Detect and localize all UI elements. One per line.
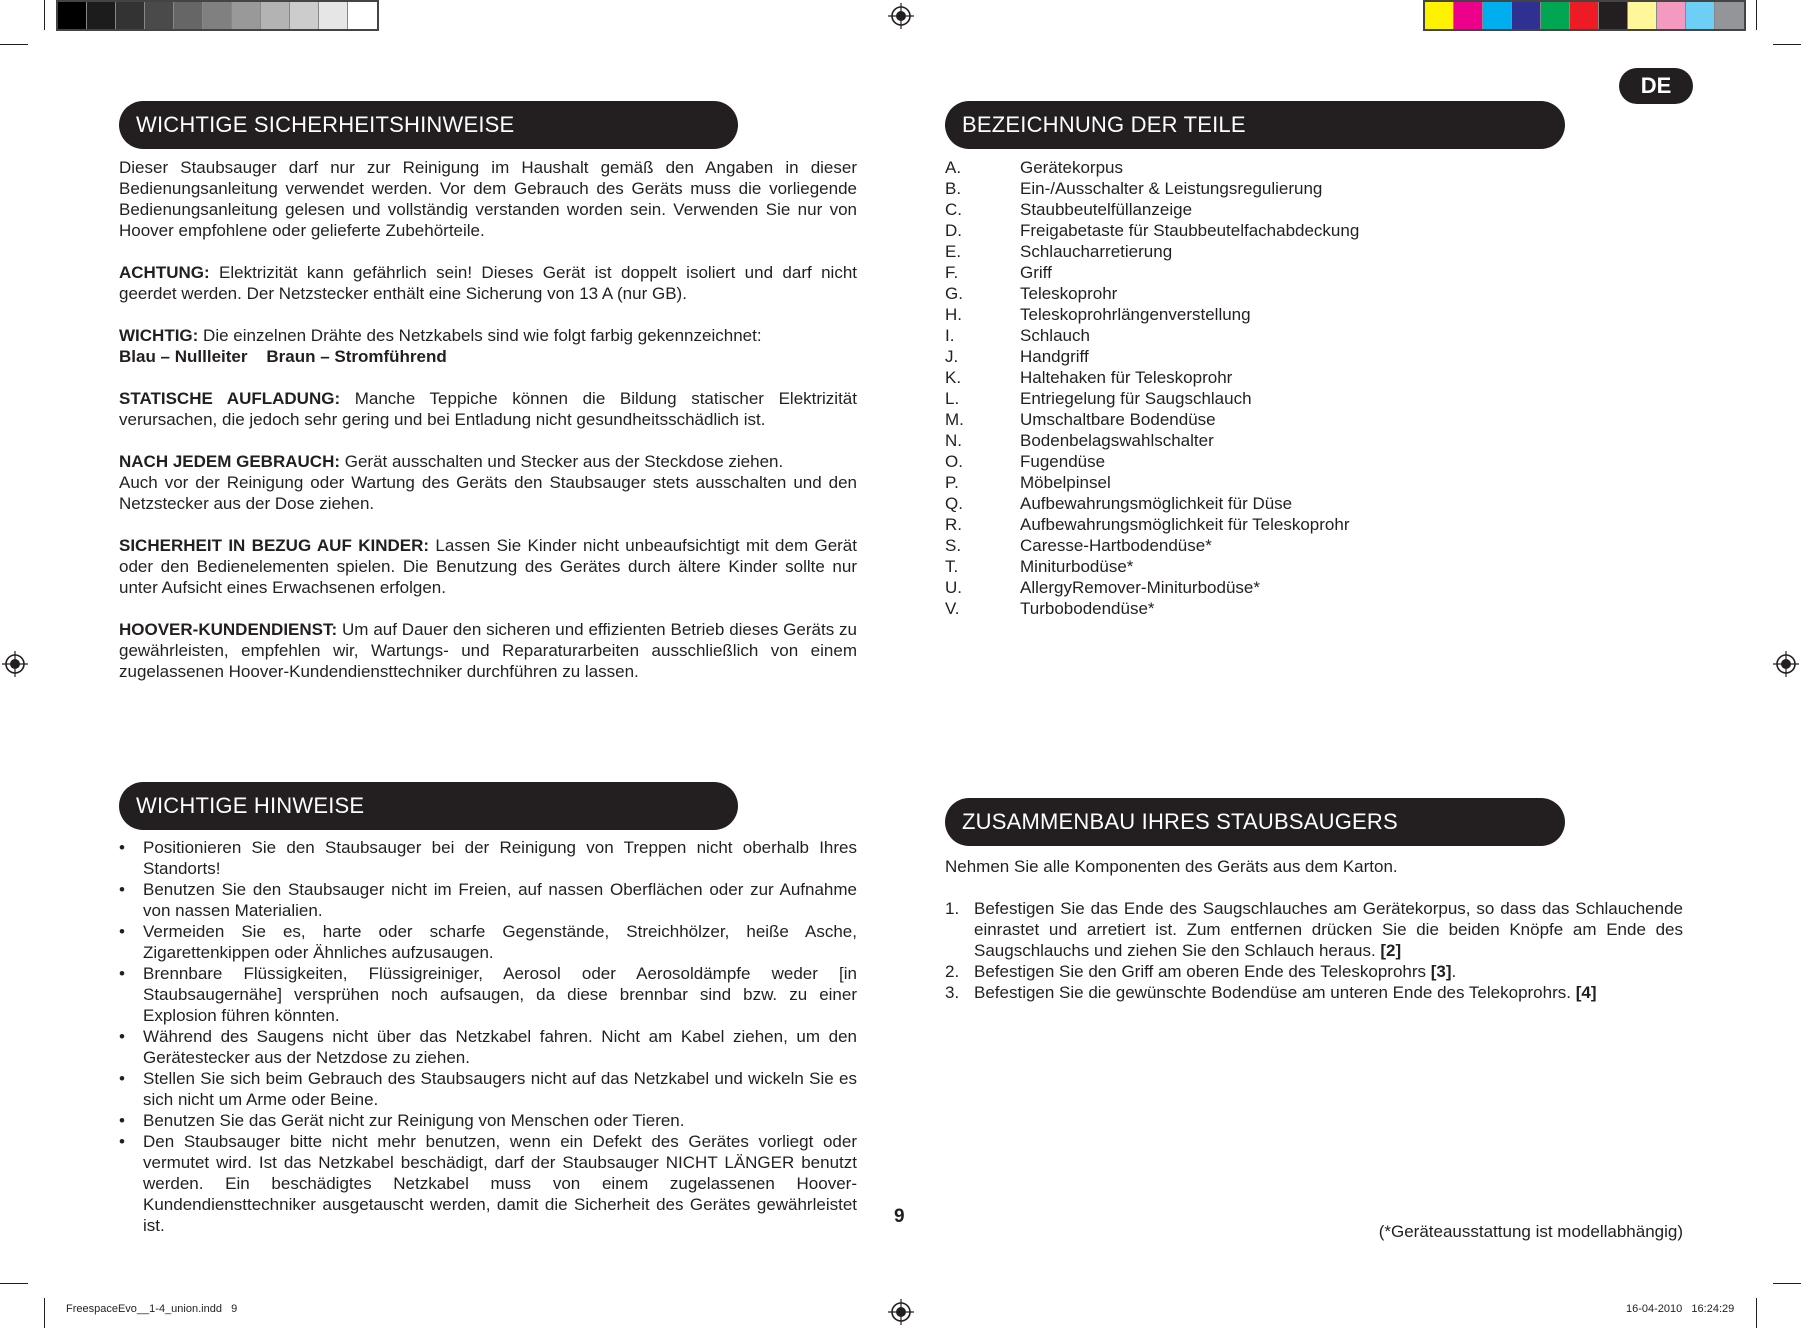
part-letter: C.: [945, 200, 962, 219]
color-swatch: [1570, 2, 1599, 29]
assembly-step: [945, 898, 1683, 961]
service-text: Um auf Dauer den sicheren und effizienten Betrieb dieses Geräts zu gewährleisten, empfehlen wir, Wartungs- und Reparaturarbeiten ausschließlich von einem zugelassenen Hoover-Kundendiensttechniker durchführen zu lassen.: [119, 620, 857, 681]
wichtig-paragraph: [119, 325, 857, 367]
part-item: [945, 514, 1359, 535]
part-name: AllergyRemover-Miniturbodüse*: [1020, 578, 1260, 597]
assembly-section-header: ZUSAMMENBAU IHRES STAUBSAUGERS: [945, 798, 1565, 846]
part-name: Aufbewahrungsmöglichkeit für Teleskoprohr: [1020, 515, 1350, 534]
color-calibration-strip: [1423, 0, 1746, 31]
list-item: • Positionieren Sie den Staubsauger bei der Reinigung von Treppen nicht oberhalb Ihres Standorts!: [119, 837, 857, 879]
part-name: Ein-/Ausschalter & Leistungsregulierung: [1020, 179, 1323, 198]
step-text: Befestigen Sie das Ende des Saugschlauches am Gerätekorpus, so dass das Schlauchende einrastet und arretiert ist. Zum entfernen drücken Sie die beiden Knöpfe am Ende des Saugschlauchs und ziehen Sie den Schlauch heraus.: [974, 899, 1683, 960]
list-item: • Benutzen Sie den Staubsauger nicht im Freien, auf nassen Oberflächen oder zur Aufnahme von nassen Materialien.: [119, 879, 857, 921]
part-item: [945, 577, 1359, 598]
part-name: Freigabetaste für Staubbeutelfachabdeckung: [1020, 221, 1360, 240]
after-use-text-2: Auch vor der Reinigung oder Wartung des Geräts den Staubsauger stets ausschalten und den Netzstecker aus der Dose ziehen.: [119, 473, 857, 513]
color-swatch: [261, 2, 290, 29]
color-swatch: [1715, 2, 1744, 29]
part-item: [945, 199, 1359, 220]
color-swatch: [348, 2, 377, 29]
part-item: [945, 346, 1359, 367]
achtung-text: Elektrizität kann gefährlich sein! Dieses Gerät ist doppelt isoliert und darf nicht geerdet werden. Der Netzstecker enthält eine Sicherung von 13 A (nur GB).: [119, 263, 857, 303]
part-letter: J.: [945, 347, 959, 366]
part-letter: A.: [945, 158, 962, 177]
language-badge: DE: [1619, 68, 1693, 104]
part-name: Schlaucharretierung: [1020, 242, 1173, 261]
part-letter: M.: [945, 410, 964, 429]
safety-intro: Dieser Staubsauger darf nur zur Reinigung im Haushalt gemäß den Angaben in dieser Bedienungsanleitung verwendet werden. Vor dem Gebrauch des Geräts muss die vorliegende Bedienungsanleitung gelesen und vollständig verstanden worden sein. Verwenden Sie nur von Hoover empfohlene oder gelieferte Zubehörteile.: [119, 158, 857, 240]
after-use-text: Gerät ausschalten und Stecker aus der Steckdose ziehen.: [340, 452, 784, 471]
registration-mark-icon: [888, 3, 914, 29]
notes-section-body: [119, 837, 857, 1236]
part-item: [945, 241, 1359, 262]
part-item: [945, 493, 1359, 514]
list-item: • Während des Saugens nicht über das Netzkabel fahren. Nicht am Kabel ziehen, um den Gerätestecker aus der Netzdose zu ziehen.: [119, 1026, 857, 1068]
part-name: Caresse-Hartbodendüse*: [1020, 536, 1212, 555]
static-text: Manche Teppiche können die Bildung statischer Elektrizität verursachen, die jedoch sehr gering und bei Entladung nicht gesundheitsschädlich ist.: [119, 389, 857, 429]
part-name: Fugendüse: [1020, 452, 1106, 471]
service-paragraph: [119, 619, 857, 682]
part-item: [945, 472, 1359, 493]
part-item: [945, 451, 1359, 472]
registration-mark-icon: [1773, 651, 1799, 677]
part-item: [945, 430, 1359, 451]
safety-section-header: WICHTIGE SICHERHEITSHINWEISE: [119, 101, 738, 149]
achtung-paragraph: [119, 262, 857, 304]
assembly-section-body: [945, 856, 1683, 1003]
part-letter: G.: [945, 284, 963, 303]
part-letter: B.: [945, 179, 962, 198]
part-name: Handgriff: [1020, 347, 1089, 366]
list-item: • Vermeiden Sie es, harte oder scharfe Gegenstände, Streichhölzer, heiße Asche, Zigarettenkippen oder Ähnliches aufzusaugen.: [119, 921, 857, 963]
crop-mark: [44, 1298, 45, 1328]
color-swatch: [203, 2, 232, 29]
part-name: Teleskoprohr: [1020, 284, 1118, 303]
crop-mark: [44, 0, 45, 30]
color-swatch: [232, 2, 261, 29]
color-swatch: [1599, 2, 1628, 29]
parts-list: [945, 157, 1359, 619]
child-safety-label: SICHERHEIT IN BEZUG AUF KINDER:: [119, 536, 430, 555]
page-number: 9: [894, 1206, 905, 1227]
part-item: [945, 367, 1359, 388]
step-number: 3.: [945, 983, 960, 1002]
part-item: [945, 283, 1359, 304]
safety-section-body: [119, 157, 857, 703]
color-swatch: [1628, 2, 1657, 29]
list-item: • Den Staubsauger bitte nicht mehr benutzen, wenn ein Defekt des Gerätes vorliegt oder vermutet wird. Ist das Netzkabel beschädigt, darf der Staubsauger NICHT LÄNGER benutzt werden. Ein beschädigtes Netzkabel muss von einem zugelassenen Hoover-Kundendiensttechniker ausgetauscht werden, damit die Sicherheit des Gerätes gewährleistet ist.: [119, 1131, 857, 1236]
part-item: [945, 304, 1359, 325]
crop-mark: [1773, 44, 1801, 45]
part-letter: L.: [945, 389, 960, 408]
part-letter: F.: [945, 263, 959, 282]
part-item: [945, 262, 1359, 283]
color-swatch: [1425, 2, 1454, 29]
assembly-intro: Nehmen Sie alle Komponenten des Geräts aus dem Karton.: [945, 857, 1398, 876]
slug-timestamp: 16-04-2010 16:24:29: [1626, 1303, 1735, 1315]
part-letter: V.: [945, 599, 960, 618]
part-name: Teleskoprohrlängenverstellung: [1020, 305, 1251, 324]
registration-mark-icon: [888, 1299, 914, 1325]
part-name: Miniturbodüse*: [1020, 557, 1134, 576]
part-letter: I.: [945, 326, 955, 345]
list-item: • Brennbare Flüssigkeiten, Flüssigreiniger, Aerosol oder Aerosoldämpfe weder [in Staubsaugernähe] versprühen noch aufsaugen, da diese brennbar sind bzw. zu einer Explosion führen könnten.: [119, 963, 857, 1026]
crop-mark: [1756, 1298, 1757, 1328]
part-name: Haltehaken für Teleskoprohr: [1020, 368, 1233, 387]
part-name: Aufbewahrungsmöglichkeit für Düse: [1020, 494, 1293, 513]
crop-mark: [0, 44, 28, 45]
color-swatch: [174, 2, 203, 29]
notes-section-header: WICHTIGE HINWEISE: [119, 782, 738, 830]
model-footnote: (*Geräteausstattung ist modellabhängig): [1378, 1222, 1683, 1241]
color-swatch: [1512, 2, 1541, 29]
notes-list: [119, 837, 857, 1236]
part-item: [945, 388, 1359, 409]
parts-section-header: BEZEICHNUNG DER TEILE: [945, 101, 1565, 149]
color-swatch: [1483, 2, 1512, 29]
crop-mark: [0, 1283, 28, 1284]
part-name: Gerätekorpus: [1020, 158, 1123, 177]
wichtig-label: WICHTIG:: [119, 326, 199, 345]
wichtig-text: Die einzelnen Drähte des Netzkabels sind wie folgt farbig gekennzeichnet:: [198, 326, 762, 345]
step-number: 2.: [945, 962, 960, 981]
color-swatch: [145, 2, 174, 29]
child-safety-paragraph: [119, 535, 857, 598]
part-letter: U.: [945, 578, 962, 597]
registration-mark-icon: [2, 651, 28, 677]
part-letter: Q.: [945, 494, 963, 513]
part-item: [945, 409, 1359, 430]
part-item: [945, 178, 1359, 199]
part-letter: E.: [945, 242, 962, 261]
part-letter: P.: [945, 473, 959, 492]
list-item: • Benutzen Sie das Gerät nicht zur Reinigung von Menschen oder Tieren.: [119, 1110, 857, 1131]
part-name: Möbelpinsel: [1020, 473, 1111, 492]
crop-mark: [1773, 1283, 1801, 1284]
color-swatch: [1454, 2, 1483, 29]
part-item: [945, 157, 1359, 178]
color-swatch: [58, 2, 87, 29]
after-use-label: NACH JEDEM GEBRAUCH:: [119, 452, 341, 471]
part-item: [945, 325, 1359, 346]
color-swatch: [87, 2, 116, 29]
crop-mark: [1756, 0, 1757, 30]
slug-filename: FreespaceEvo__1-4_union.indd 9: [66, 1303, 238, 1315]
part-letter: H.: [945, 305, 962, 324]
color-swatch: [116, 2, 145, 29]
static-label: STATISCHE AUFLADUNG:: [119, 389, 341, 408]
part-item: [945, 556, 1359, 577]
figure-reference: [4]: [1575, 983, 1597, 1002]
part-item: [945, 598, 1359, 619]
after-use-paragraph: [119, 451, 857, 514]
static-paragraph: [119, 388, 857, 430]
figure-reference: [3]: [1430, 962, 1452, 981]
step-text: Befestigen Sie den Griff am oberen Ende des Teleskoprohrs: [974, 962, 1431, 981]
part-name: Schlauch: [1020, 326, 1090, 345]
color-swatch: [319, 2, 348, 29]
part-name: Turbobodendüse*: [1020, 599, 1155, 618]
part-letter: K.: [945, 368, 962, 387]
figure-reference: [2]: [1380, 941, 1402, 960]
achtung-label: ACHTUNG:: [119, 263, 210, 282]
assembly-step: [945, 982, 1683, 1003]
color-swatch: [1686, 2, 1715, 29]
step-tail: .: [1451, 962, 1457, 981]
part-name: Griff: [1020, 263, 1052, 282]
list-item: • Stellen Sie sich beim Gebrauch des Staubsaugers nicht auf das Netzkabel und wickeln Sie es sich nicht um Arme oder Beine.: [119, 1068, 857, 1110]
color-swatch: [290, 2, 319, 29]
color-swatch: [1657, 2, 1686, 29]
part-letter: S.: [945, 536, 962, 555]
gray-calibration-strip: [56, 0, 379, 31]
color-swatch: [1541, 2, 1570, 29]
part-letter: O.: [945, 452, 963, 471]
part-letter: T.: [945, 557, 959, 576]
part-item: [945, 220, 1359, 241]
wire-colors: Blau – Nullleiter Braun – Stromführend: [119, 347, 447, 366]
part-letter: D.: [945, 221, 962, 240]
part-item: [945, 535, 1359, 556]
part-name: Umschaltbare Bodendüse: [1020, 410, 1216, 429]
part-name: Bodenbelagswahlschalter: [1020, 431, 1214, 450]
assembly-steps: [945, 898, 1683, 1003]
part-name: Staubbeutelfüllanzeige: [1020, 200, 1193, 219]
assembly-step: [945, 961, 1683, 982]
step-text: Befestigen Sie die gewünschte Bodendüse am unteren Ende des Telekoprohrs.: [974, 983, 1576, 1002]
child-safety-text: Lassen Sie Kinder nicht unbeaufsichtigt mit dem Gerät oder den Bedienelementen spielen. Die Benutzung des Gerätes durch ältere Kinder sollte nur unter Aufsicht eines Erwachsenen erfolgen.: [119, 536, 857, 597]
step-number: 1.: [945, 899, 960, 918]
part-letter: R.: [945, 515, 962, 534]
part-letter: N.: [945, 431, 962, 450]
part-name: Entriegelung für Saugschlauch: [1020, 389, 1252, 408]
service-label: HOOVER-KUNDENDIENST:: [119, 620, 338, 639]
